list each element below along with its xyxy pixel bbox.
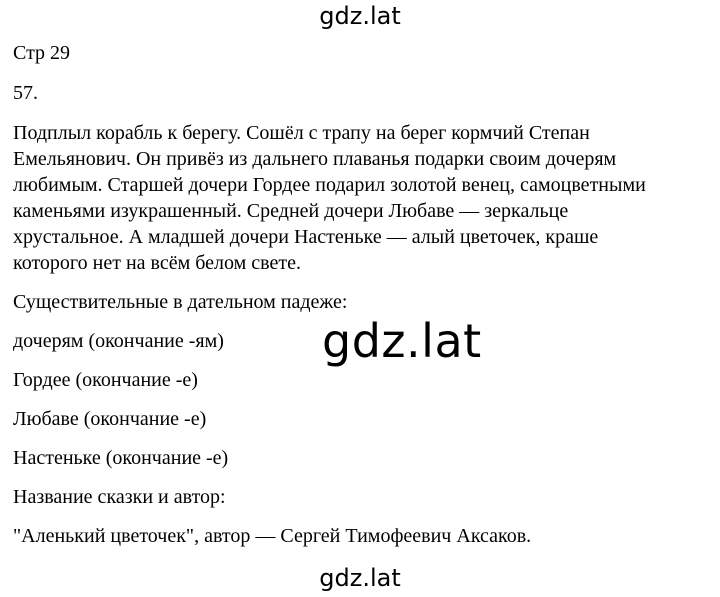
dative-item: Гордее (окончание -е) [13,369,198,391]
tale-answer: "Аленький цветочек", автор — Сергей Тимофеевич Аксаков. [13,525,532,547]
dative-item: Настеньке (окончание -е) [13,447,229,469]
passage-line: Емельянович. Он привёз из дальнего плаванья подарки своим дочерям [13,148,617,170]
page-reference: Стр 29 [13,42,71,64]
passage-line: каменьями изукрашенный. Средней дочери Любаве — зеркальце [13,200,569,222]
watermark-middle: gdz.lat [322,314,482,368]
passage-line: хрустальное. А младшей дочери Настеньке — алый цветочек, краше [13,226,599,248]
tale-heading: Название сказки и автор: [13,486,226,508]
passage-line: Подплыл корабль к берегу. Сошёл с трапу на берег кормчий Степан [13,122,590,144]
passage-line: любимым. Старшей дочери Гордее подарил золотой венец, самоцветными [13,174,646,196]
task-number: 57. [13,82,38,104]
document-body [13,40,713,549]
passage-line: которого нет на всём белом свете. [13,252,301,274]
dative-item: дочерям (окончание -ям) [13,330,224,352]
dative-heading: Существительные в дательном падеже: [13,291,348,313]
passage-text [13,120,713,276]
watermark-bottom: gdz.lat [319,564,401,592]
watermark-top: gdz.lat [319,2,401,30]
dative-item: Любаве (окончание -е) [13,408,207,430]
